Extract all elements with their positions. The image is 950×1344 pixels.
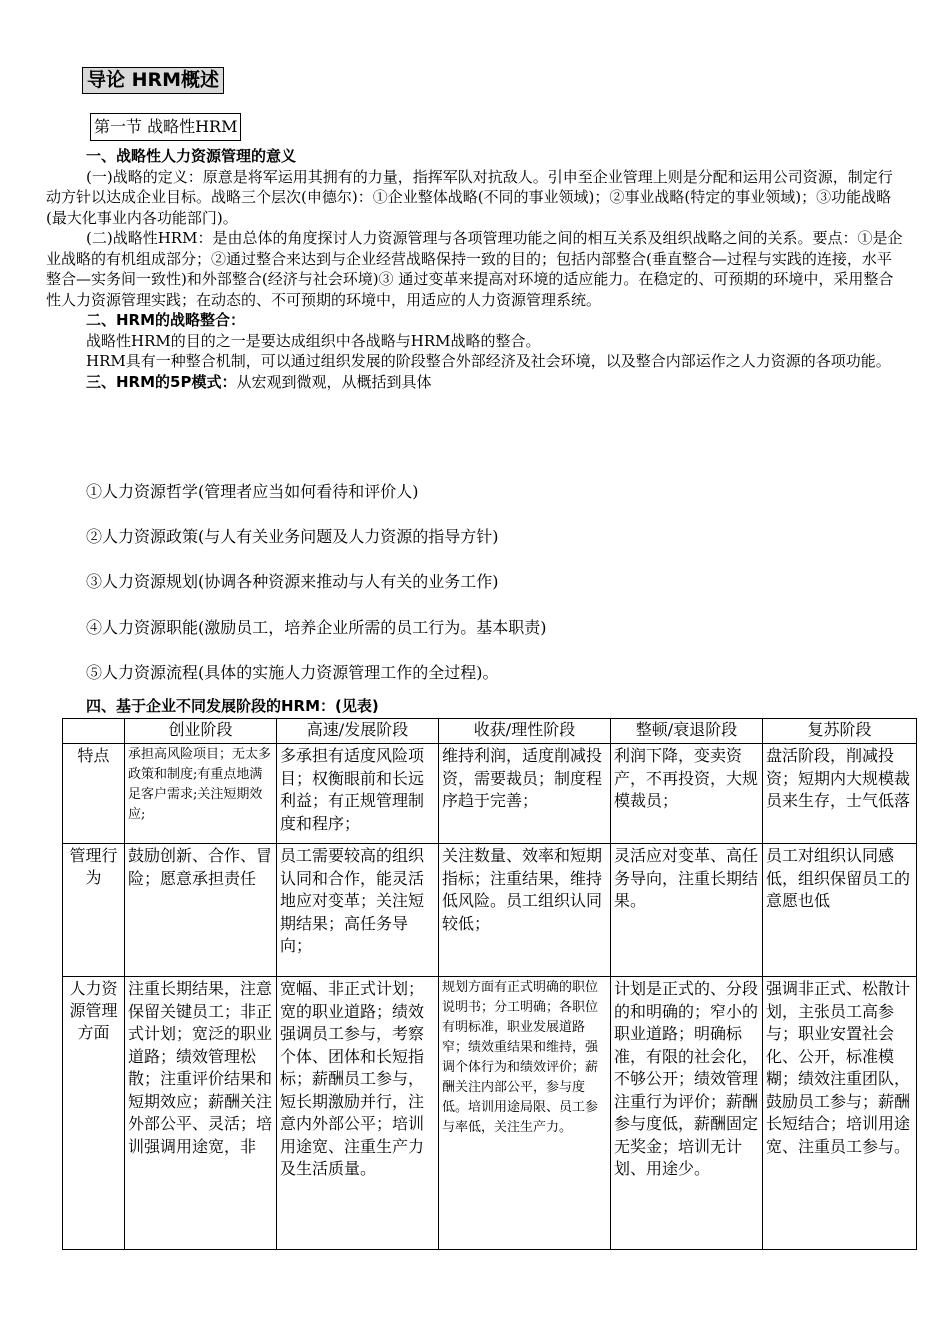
- body-text: [46, 146, 906, 392]
- table-row: [63, 977, 917, 1250]
- section-title: 第一节 战略性HRM: [90, 113, 241, 141]
- table-cell: 承担高风险项目；无太多政策和制度;有重点地满足客户需求;关注短期效应;: [125, 744, 277, 844]
- table-header: 高速/发展阶段: [277, 719, 439, 744]
- table-header-row: [63, 719, 917, 744]
- heading-3-rest: 从宏观到微观，从概括到具体: [236, 372, 432, 391]
- heading-2: 二、HRM的战略整合：: [86, 311, 246, 329]
- paragraph-strategic-hrm: (二)战略性HRM：是由总体的角度探讨人力资源管理与各项管理功能之间的相互关系及组织战略之间的关系。要点：①是企业战略的有机组成部分；②通过整合来达到与企业经营战略保持一致的目的；包括内部整合(垂直整合—过程与实践的连接，水平整合—实务间一致性)和外部整合(经济与社会环境)③ 通过变革来提高对环境的适应能力。在稳定的、可预期的环境中，采用整合性人力资源管理实践；在动态的、不可预期的环境中，用适应的人力资源管理系统。: [46, 229, 903, 309]
- table-cell: 多承担有适度风险项目；权衡眼前和长远利益；有正规管理制度和程序；: [277, 744, 439, 844]
- paragraph-integration-mechanism: HRM具有一种整合机制，可以通过组织发展的阶段整合外部经济及社会环境，以及整合内部运作之人力资源的各项功能。: [86, 352, 891, 370]
- heading-1: 一、战略性人力资源管理的意义: [86, 147, 297, 165]
- heading-3: [46, 372, 906, 393]
- doc-title: 导论 HRM概述: [82, 67, 224, 94]
- table-row: [63, 744, 917, 844]
- list-item: ④人力资源职能(激励员工，培养企业所需的员工行为。基本职责): [86, 618, 547, 637]
- stages-table: [62, 718, 917, 1250]
- paragraph-integration-goal: 战略性HRM的目的之一是要达成组织中各战略与HRM战略的整合。: [86, 331, 541, 350]
- table-cell: 员工需要较高的组织认同和合作，能灵活地应对变革；关注短期结果；高任务导向；: [277, 844, 439, 977]
- row-label: 管理行为: [63, 844, 125, 977]
- heading-3-label: 三、HRM的5P模式：: [86, 372, 237, 391]
- table-cell: 关注数量、效率和短期指标；注重结果，维持低风险。员工组织认同较低；: [439, 844, 611, 977]
- list-item: ②人力资源政策(与人有关业务问题及人力资源的指导方针): [86, 527, 499, 546]
- table-row: [63, 844, 917, 977]
- table-cell: 鼓励创新、合作、冒险；愿意承担责任: [125, 844, 277, 977]
- table-cell: 宽幅、非正式计划；宽的职业道路；绩效强调员工参与，考察个体、团体和长短指标；薪酬员工参与，短长期激励并行，注意内外部公平；培训用途宽、注重生产力及生活质量。: [277, 977, 439, 1250]
- table-header: 整顿/衰退阶段: [611, 719, 763, 744]
- row-label: 特点: [63, 744, 125, 844]
- table-cell: 规划方面有正式明确的职位说明书；分工明确；各职位有明标准，职业发展道路窄；绩效重结果和维持，强调个体行为和绩效评价；薪酬关注内部公平，参与度低。培训用途局限、员工参与率低，关注生产力。: [439, 977, 611, 1250]
- table-header: [63, 719, 125, 744]
- table-header: 复苏阶段: [763, 719, 917, 744]
- table-cell: 计划是正式的、分段的和明确的；窄小的职业道路；明确标准，有限的社会化，不够公开；绩效管理注重行为评价；薪酬参与度低，薪酬固定无奖金；培训无计划、用途少。: [611, 977, 763, 1250]
- paragraph-strategy-definition: (一)战略的定义：原意是将军运用其拥有的力量，指挥军队对抗敌人。引申至企业管理上则是分配和运用公司资源，制定行动方针以达成企业目标。战略三个层次(申德尔)：①企业整体战略(不同的事业领域)；②事业战略(特定的事业领域)；③功能战略(最大化事业内各功能部门)。: [46, 167, 893, 227]
- list-item: ①人力资源哲学(管理者应当如何看待和评价人): [86, 482, 419, 501]
- table-cell: 灵活应对变革、高任务导向，注重长期结果。: [611, 844, 763, 977]
- table-cell: 员工对组织认同感低，组织保留员工的意愿也低: [763, 844, 917, 977]
- table-cell: 强调非正式、松散计划，主张员工高参与；职业安置社会化、公开，标准模糊；绩效注重团队，鼓励员工参与；薪酬长短结合；培训用途宽、注重员工参与。: [763, 977, 917, 1250]
- row-label: 人力资源管理方面: [63, 977, 125, 1250]
- list-item: ⑤人力资源流程(具体的实施人力资源管理工作的全过程)。: [86, 663, 499, 682]
- heading-4: 四、基于企业不同发展阶段的HRM：(见表): [86, 697, 379, 715]
- table-header: 创业阶段: [125, 719, 277, 744]
- table-header: 收获/理性阶段: [439, 719, 611, 744]
- table-cell: 利润下降，变卖资产，不再投资，大规模裁员；: [611, 744, 763, 844]
- list-item: ③人力资源规划(协调各种资源来推动与人有关的业务工作): [86, 572, 499, 591]
- table-cell: 盘活阶段，削减投资；短期内大规模裁员来生存，士气低落: [763, 744, 917, 844]
- table-cell: 注重长期结果，注意保留关键员工；非正式计划；宽泛的职业道路；绩效管理松散；注重评价结果和短期效应；薪酬关注外部公平、灵活；培训强调用途宽，非: [125, 977, 277, 1250]
- table-cell: 维持利润，适度削减投资，需要裁员；制度程序趋于完善；: [439, 744, 611, 844]
